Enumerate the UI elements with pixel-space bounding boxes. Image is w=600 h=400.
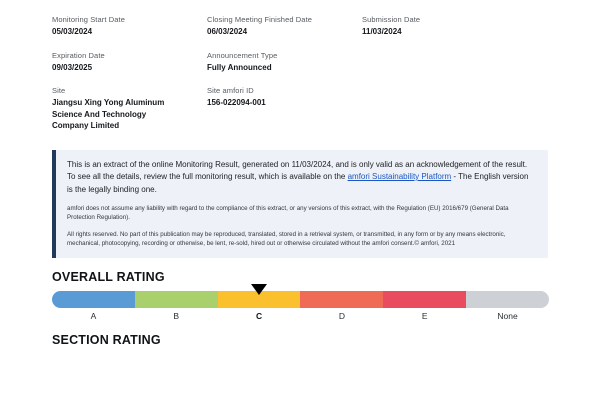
- meta-field-announcement-type: [207, 50, 362, 86]
- rating-label-a: A: [90, 311, 97, 321]
- disclaimer-box: [52, 150, 548, 259]
- rating-labels: [52, 311, 549, 321]
- rating-label-b: B: [173, 311, 180, 321]
- meta-value: [52, 26, 207, 38]
- meta-value: [362, 26, 548, 38]
- meta-value-line: 05/03/2024: [52, 27, 93, 36]
- overall-rating-scale: [52, 291, 549, 321]
- rating-segment-b: [135, 291, 218, 308]
- meta-value: [207, 26, 362, 38]
- meta-value: [52, 62, 207, 74]
- meta-field-monitoring-start-date: [52, 14, 207, 50]
- meta-value-line: 09/03/2025: [52, 62, 93, 72]
- rating-segment-d: [300, 291, 383, 308]
- selected-rating-marker-icon: [251, 284, 267, 295]
- disclaimer-liability-text: amfori does not assume any liability with regard to the compliance of this extract, or any versions of this extract, with the Regulation (EU) 2016/679 (General Data Protection Regulation).: [67, 205, 509, 221]
- overall-rating-heading: OVERALL RATING: [52, 270, 165, 284]
- meta-label: Submission Date: [362, 15, 421, 24]
- disclaimer-lead-part1: This is an extract of the online Monitoring Result, generated on 11/03/2024, and is only valid as an acknowledgement of the result. To see all the details, review the full monitoring result, which is available on the: [67, 159, 528, 181]
- meta-value: [52, 97, 207, 132]
- meta-value: [207, 97, 362, 109]
- meta-field-site: [52, 85, 207, 144]
- amfori-sustainability-platform-link[interactable]: amfori Sustainability Platform: [347, 172, 452, 181]
- rating-segment-none: [466, 291, 549, 308]
- meta-value-line: Company Limited: [52, 121, 120, 130]
- rating-label-d: D: [338, 311, 345, 321]
- disclaimer-lead: [67, 159, 536, 197]
- meta-label: Site: [52, 86, 66, 95]
- meta-label: Announcement Type: [207, 50, 278, 60]
- meta-value-line: 11/03/2024: [362, 27, 402, 36]
- meta-field-empty: [362, 85, 548, 144]
- meta-value-line: Fully Announced: [207, 62, 272, 72]
- disclaimer-copyright-text: All rights reserved. No part of this publication may be reproduced, translated, stored in a retrieval system, or transmitted, in any form or by any means electronic, mechanical, photocopying, recording or otherwise, be lent, re-sold, hired out or otherwise circulated without the amfori consent.© amfori, 2021: [67, 231, 506, 247]
- meta-field-empty: [362, 50, 548, 86]
- meta-field-site-amfori-id: [207, 85, 362, 144]
- rating-segment-e: [383, 291, 466, 308]
- rating-segment-a: [52, 291, 135, 308]
- meta-label: Monitoring Start Date: [52, 15, 125, 24]
- rating-label-c: C: [256, 311, 263, 321]
- meta-value-line: 156-022094-001: [207, 98, 266, 107]
- meta-label: Site amfori ID: [207, 86, 254, 95]
- meta-value-line: Jiangsu Xing Yong Aluminum: [52, 98, 165, 107]
- metadata-grid: [52, 14, 548, 144]
- rating-label-none: None: [497, 311, 518, 321]
- rating-label-e: E: [421, 311, 428, 321]
- meta-field-submission-date: [362, 14, 548, 50]
- meta-label: Expiration Date: [52, 50, 105, 60]
- rating-bar: [52, 291, 549, 308]
- meta-field-closing-meeting-finished-date: [207, 14, 362, 50]
- disclaimer-lead-part2: - The English version is the legally binding one.: [67, 172, 529, 194]
- meta-label: Closing Meeting Finished Date: [207, 15, 313, 24]
- section-rating-heading: SECTION RATING: [52, 333, 161, 347]
- meta-value: [207, 62, 362, 74]
- meta-value-line: 06/03/2024: [207, 27, 248, 36]
- meta-value-line: Science And Technology: [52, 109, 147, 119]
- meta-field-expiration-date: [52, 50, 207, 86]
